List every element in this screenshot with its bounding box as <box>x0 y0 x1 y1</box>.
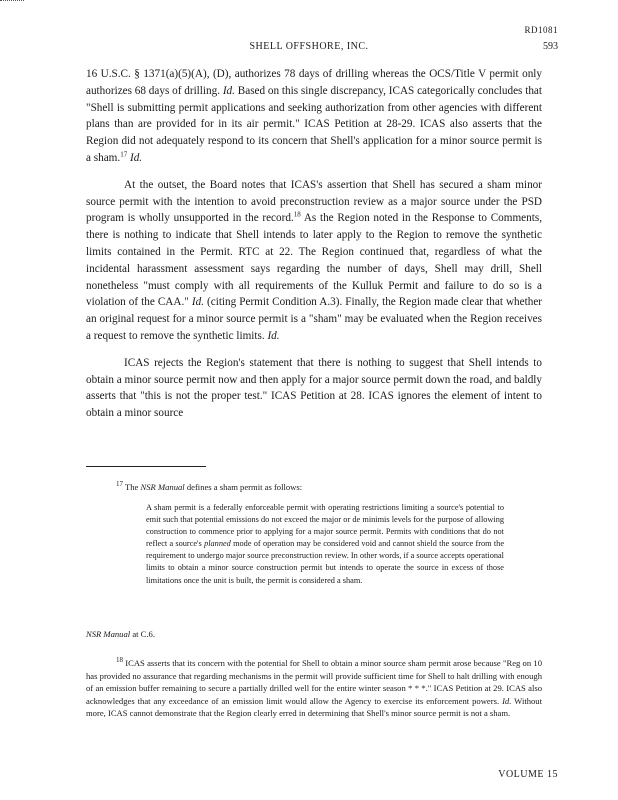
footnote-marker: 18 <box>116 656 123 665</box>
text-run: Based on this single discrepancy, ICAS categorically concludes that "Shell is submitting permit applications and seeking authorization from other agencies with different plans than are provided for in its air permit." ICAS Petition at 28-29. ICAS also asserts that the Region did not adequately respond to its concern that Shell's application for a minor source permit is a sham. <box>86 84 542 164</box>
text-run: A sham permit is a federally enforceable permit with operating restrictions limiting a source's potential to emit such that potential emissions do not exceed the major or de minimis levels for the purpose of allowing construction to commence prior to applying for a major source permit. Permits with conditions that do not reflect a source's <box>146 503 504 549</box>
footnote-marker: 17 <box>120 150 128 159</box>
text-run: ICAS asserts that its concern with the potential for Shell to obtain a minor source sham permit arose because "Reg on 10 has provided no assurance that regarding mechanisms in the permit will provide sufficient time for Shell to halt drilling with enough of an emission buffer remaining to secure a partially drilled well for the entire winter season * * *." ICAS Petition at 29. ICAS also acknowledges that any exceedance of an emission limit would allow the Agency to exercise its enforcement powers. <box>86 658 542 706</box>
page-number: 593 <box>543 41 558 52</box>
text-run: mode of operation may be considered void and cannot shield the source from the requirement to undergo major source preconstruction review. In other words, if a source accepts operational limits to obtain a minor source construction permit but intends to operate the source in excess of those limitations once the unit is built, the permit is considered a sham. <box>146 539 504 585</box>
footnote-marker: 17 <box>116 480 123 489</box>
footnote-divider <box>86 466 206 467</box>
text-run: (citing Permit Condition A.3). Finally, the Region made clear that whether an original request for a minor source permit is a "sham" may be evaluated when the Region receives a request to remove the synthetic limits. <box>86 296 543 342</box>
paragraph-1 <box>86 66 542 167</box>
footnote-18 <box>86 657 542 720</box>
text-run: The <box>123 482 141 492</box>
footnote-marker: 18 <box>293 210 301 219</box>
italic-text: Id. <box>222 84 235 97</box>
footnote-17-quote <box>146 502 504 587</box>
text-run: As the Region noted in the Response to Comments, there is nothing to indicate that Shell intends to later apply to the Region to remove the synthetic limits contained in the Permit. RTC at 22. The Region continued that, regardless of what the incidental harassment assessment says regarding the number of days, Shell may drill, Shell nonetheless "must comply with all requirements of the Kulluk Permit and failure to do so is a violation of the CAA." <box>86 212 542 309</box>
italic-text: NSR Manual <box>140 482 185 492</box>
italic-text: planned <box>204 539 231 549</box>
footnote-17-citation <box>86 628 542 641</box>
italic-text: Id. <box>129 151 143 164</box>
body-text <box>86 66 542 422</box>
text-run: At the outset, the Board notes that ICAS's assertion that Shell has secured a sham minor source permit with the intention to avoid preconstruction review as a major source under the PSD program is wholly unsupported in the record. <box>86 178 542 225</box>
paragraph-3 <box>86 355 542 422</box>
document-code: RD1081 <box>524 25 558 35</box>
footnote-17-intro <box>86 481 542 494</box>
paragraph-2 <box>86 177 542 345</box>
scan-corner-mark <box>0 0 24 1</box>
text-run: ICAS rejects the Region's statement that there is nothing to suggest that Shell intends to obtain a minor source permit now and then apply for a major source permit down the road, and baldly asserts that "this is not the proper test." ICAS Petition at 28. ICAS ignores the element of intent to obtain a minor source <box>86 356 542 420</box>
volume-label: VOLUME 15 <box>498 769 558 780</box>
italic-text: Id. <box>267 329 280 342</box>
running-head: SHELL OFFSHORE, INC. <box>249 41 369 52</box>
text-run: 16 U.S.C. § 1371(a)(5)(A), (D), authorizes 78 days of drilling whereas the OCS/Title V permit only authorizes 68 days of drilling. <box>86 68 542 97</box>
italic-text: Id. <box>502 695 512 706</box>
text-run: Without more, ICAS cannot demonstrate that the Region clearly erred in determining that Shell's minor source permit is not a sham. <box>86 695 542 719</box>
text-run: at C.6. <box>130 629 155 639</box>
text-run: defines a sham permit as follows: <box>184 482 303 492</box>
italic-text: Id. <box>191 296 204 309</box>
italic-text: NSR Manual <box>86 629 131 639</box>
